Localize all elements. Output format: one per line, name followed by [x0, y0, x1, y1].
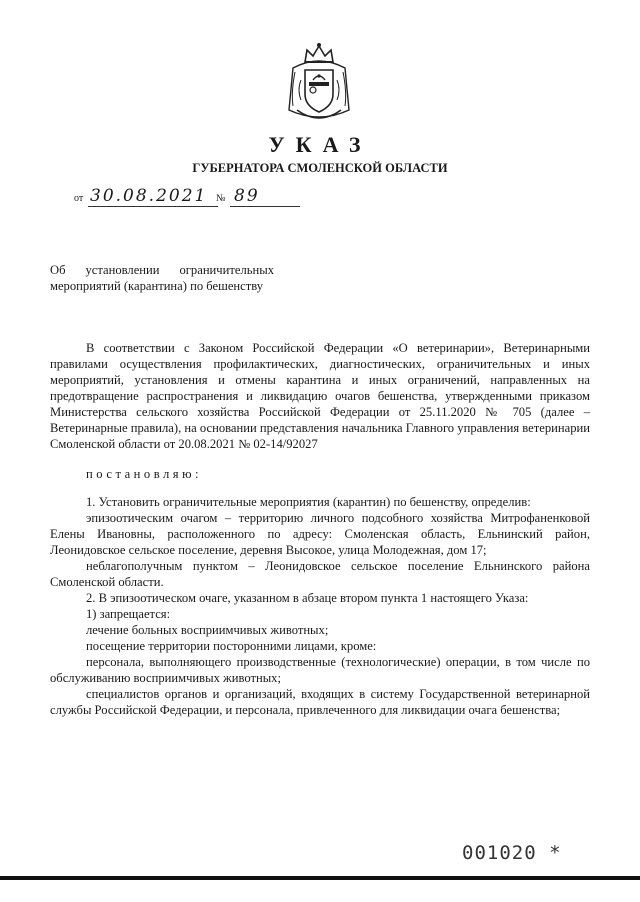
- document-serial-number: 001020 *: [462, 842, 562, 864]
- body-paragraph: 2. В эпизоотическом очаге, указанном в абзаце втором пункта 1 настоящего Указа:: [86, 591, 529, 605]
- preamble-paragraph: В соответствии с Законом Российской Федерации «О ветеринарии», Ветеринарными правилами осуществления профилактических, диагностических, ограничительных и иных мероприятий, установления и отмены карантина и иных ограничений, направленных на предотвращение распространения и ликвидацию очагов бешенства, утвержденными приказом Министерства сельского хозяйства Российской Федерации от 25.11.2020 № 705 (далее – Ветеринарные правила), на основании представления начальника Главного управления ветеринарии Смоленской области от 20.08.2021 № 02-14/92027: [50, 341, 590, 451]
- number-label: №: [216, 193, 226, 204]
- date-underline: [88, 206, 218, 207]
- body-paragraph: неблагополучным пунктом – Леонидовское сельское поселение Ельнинского района Смоленской области.: [50, 559, 590, 589]
- body-paragraph: эпизоотическим очагом – территорию личного подсобного хозяйства Митрофаненковой Елены Ивановны, расположенного по адресу: Смоленская область, Ельнинский район, Леонидовское сельское поселение, деревня Высокое, улица Молодежная, дом 17;: [50, 511, 590, 557]
- body-paragraph: специалистов органов и организаций, входящих в систему Государственной ветеринарной службы Российской Федерации, и персонала, привлеченного для ликвидации очага бешенства;: [50, 687, 590, 717]
- body-paragraph: лечение больных восприимчивых животных;: [86, 623, 329, 637]
- dateline: [74, 186, 314, 210]
- number-underline: [230, 206, 300, 207]
- document-title: УКАЗ: [268, 132, 372, 157]
- decree-word: постановляю:: [86, 467, 202, 481]
- date-handwritten: 30.08.2021: [90, 186, 208, 206]
- document-subtitle: ГУБЕРНАТОРА СМОЛЕНСКОЙ ОБЛАСТИ: [192, 161, 448, 175]
- coat-of-arms-icon: [283, 40, 355, 126]
- document-body: [50, 340, 590, 718]
- number-handwritten: 89: [234, 186, 260, 206]
- body-paragraph: посещение территории посторонними лицами, кроме:: [86, 639, 377, 653]
- body-paragraph: 1. Установить ограничительные мероприятия (карантин) по бешенству, определив:: [86, 495, 531, 509]
- body-paragraph: персонала, выполняющего производственные (технологические) операции, в том числе по обслуживанию восприимчивых животных;: [50, 655, 590, 685]
- body-paragraph: 1) запрещается:: [86, 607, 171, 621]
- document-subject: Об установлении ограничительных мероприятий (карантина) по бешенству: [50, 263, 274, 293]
- date-from-label: от: [74, 193, 84, 204]
- page-bottom-bar: [0, 876, 640, 880]
